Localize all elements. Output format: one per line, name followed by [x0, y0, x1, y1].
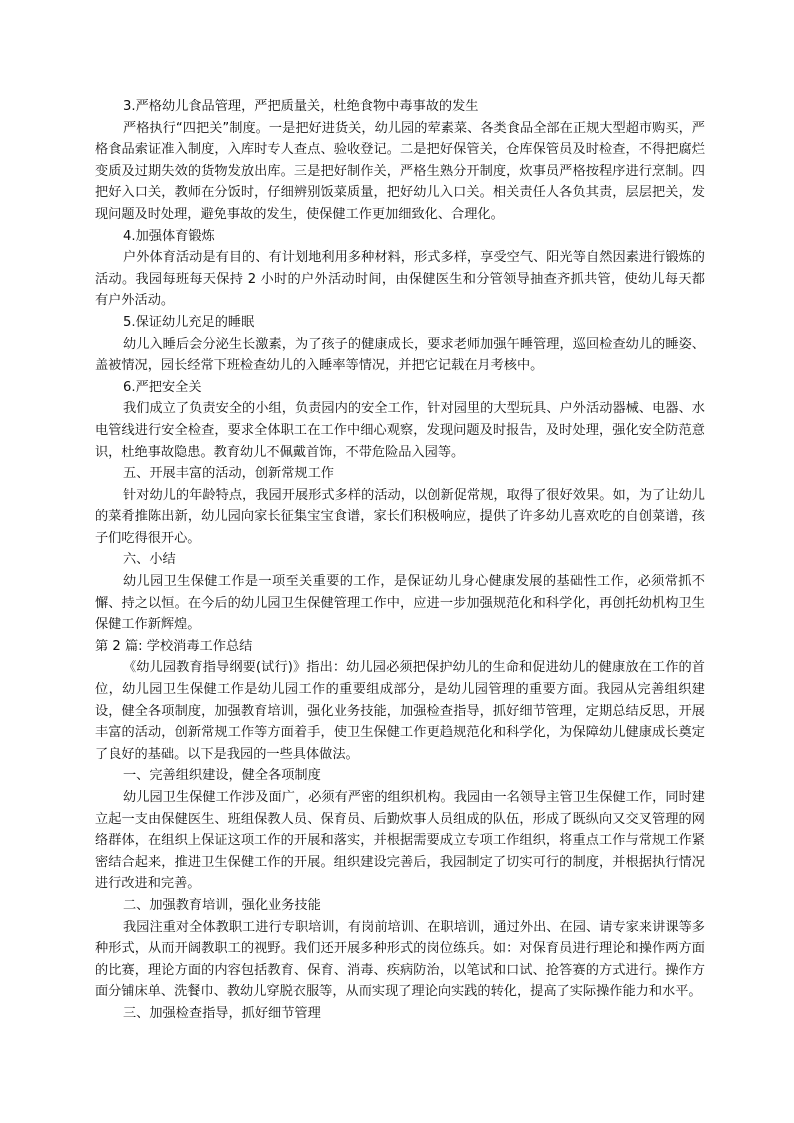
heading-food-management: 3.严格幼儿食品管理，严把质量关，杜绝食物中毒事故的发生: [123, 99, 479, 114]
heading-sleep: 5.保证幼儿充足的睡眠: [123, 314, 255, 330]
document-page: [95, 96, 705, 1025]
heading-training: 二、加强教育培训，强化业务技能: [123, 897, 321, 913]
heading-organization: 一、完善组织建设，健全各项制度: [123, 768, 321, 784]
paragraph-summary: 幼儿园卫生保健工作是一项至关重要的工作，是保证幼儿身心健康发展的基础性工作，必须常抓不懈、持之以恒。在今后的幼儿园卫生保健管理工作中，应进一步加强规范化和科学化，再创托幼机构卫生保健工作新辉煌。: [95, 574, 705, 633]
paragraph-four-checks: 严格执行“四把关”制度。一是把好进货关，幼儿园的荤素菜、各类食品全部在正规大型超市购买，严格食品索证准入制度，入库时专人查点、验收登记。二是把好保管关，仓库保管员及时检查，不得把腐烂变质及过期失效的货物发放出库。三是把好制作关，严格生熟分开制度，炊事员严格按程序进行烹制。四把好入口关，教师在分饭时，仔细辨别饭菜质量，把好幼儿入口关。相关责任人各负其责，层层把关，发现问题及时处理，避免事故的发生，使保健工作更加细致化、合理化。: [95, 120, 705, 222]
heading-safety: 6.严把安全关: [123, 379, 202, 395]
paragraph-safety: 我们成立了负责安全的小组，负责园内的安全工作，针对园里的大型玩具、户外活动器械、电器、水电管线进行安全检查，要求全体职工在工作中细心观察，发现问题及时报告，及时处理，强化安全防范意识，杜绝事故隐患。教育幼儿不佩戴首饰，不带危险品入园等。: [95, 401, 705, 460]
paragraph-training: 我园注重对全体教职工进行专职培训，有岗前培训、在职培训，通过外出、在园、请专家来讲课等多种形式，从而开阔教职工的视野。我们还开展多种形式的岗位练兵。如：对保育员进行理论和操作两方面的比赛，理论方面的内容包括教育、保育、消毒、疾病防治，以笔试和口试、抢答赛的方式进行。操作方面分铺床单、洗餐巾、教幼儿穿脱衣服等，从而实现了理论向实践的转化，提高了实际操作能力和水平。: [95, 919, 705, 1000]
heading-summary: 六、小结: [123, 552, 176, 568]
paragraph-organization: 幼儿园卫生保健工作涉及面广，必须有严密的组织机构。我园由一名领导主管卫生保健工作，同时建立起一支由保健医生、班组保教人员、保育员、后勤炊事人员组成的队伍，形成了既纵向又交叉管理的网络群体，在组织上保证这项工作的开展和落实，并根据需要成立专项工作组织，将重点工作与常规工作紧密结合起来，推进卫生保健工作的开展。组织建设完善后，我园制定了切实可行的制度，并根据执行情况进行改进和完善。: [95, 790, 705, 892]
paragraph-sleep: 幼儿入睡后会分泌生长激素，为了孩子的健康成长，要求老师加强午睡管理，巡回检查幼儿的睡姿、盖被情况，园长经常下班检查幼儿的入睡率等情况，并把它记载在月考核中。: [95, 336, 705, 374]
paragraph-guideline: 《幼儿园教育指导纲要(试行)》指出：幼儿园必须把保护幼儿的生命和促进幼儿的健康放在工作的首位，幼儿园卫生保健工作是幼儿园工作的重要组成部分，是幼儿园管理的重要方面。我园从完善组织建设，健全各项制度，加强教育培训，强化业务技能，加强检查指导，抓好细节管理，定期总结反思，开展丰富的活动，创新常规工作等方面着手，使卫生保健工作更趋规范化和科学化，为保障幼儿健康成长奠定了良好的基础。以下是我园的一些具体做法。: [95, 660, 705, 762]
paragraph-outdoor-activity: 户外体育活动是有目的、有计划地利用多种材料，形式多样，享受空气、阳光等自然因素进行锻炼的活动。我园每班每天保持 2 小时的户外活动时间，由保健医生和分管领导抽查齐抓共管，使幼儿每天都有户外活动。: [95, 250, 705, 309]
heading-inspection: 三、加强检查指导，抓好细节管理: [123, 1005, 321, 1021]
heading-physical-exercise: 4.加强体育锻炼: [123, 228, 215, 244]
article-title: 第 2 篇: 学校消毒工作总结: [95, 638, 253, 654]
heading-activities: 五、开展丰富的活动，创新常规工作: [123, 466, 334, 482]
paragraph-activities: 针对幼儿的年龄特点，我园开展形式多样的活动，以创新促常规，取得了很好效果。如，为了让幼儿的菜肴推陈出新，幼儿园向家长征集宝宝食谱，家长们积极响应，提供了许多幼儿喜欢吃的自创菜谱，孩子们吃得很开心。: [95, 487, 705, 546]
